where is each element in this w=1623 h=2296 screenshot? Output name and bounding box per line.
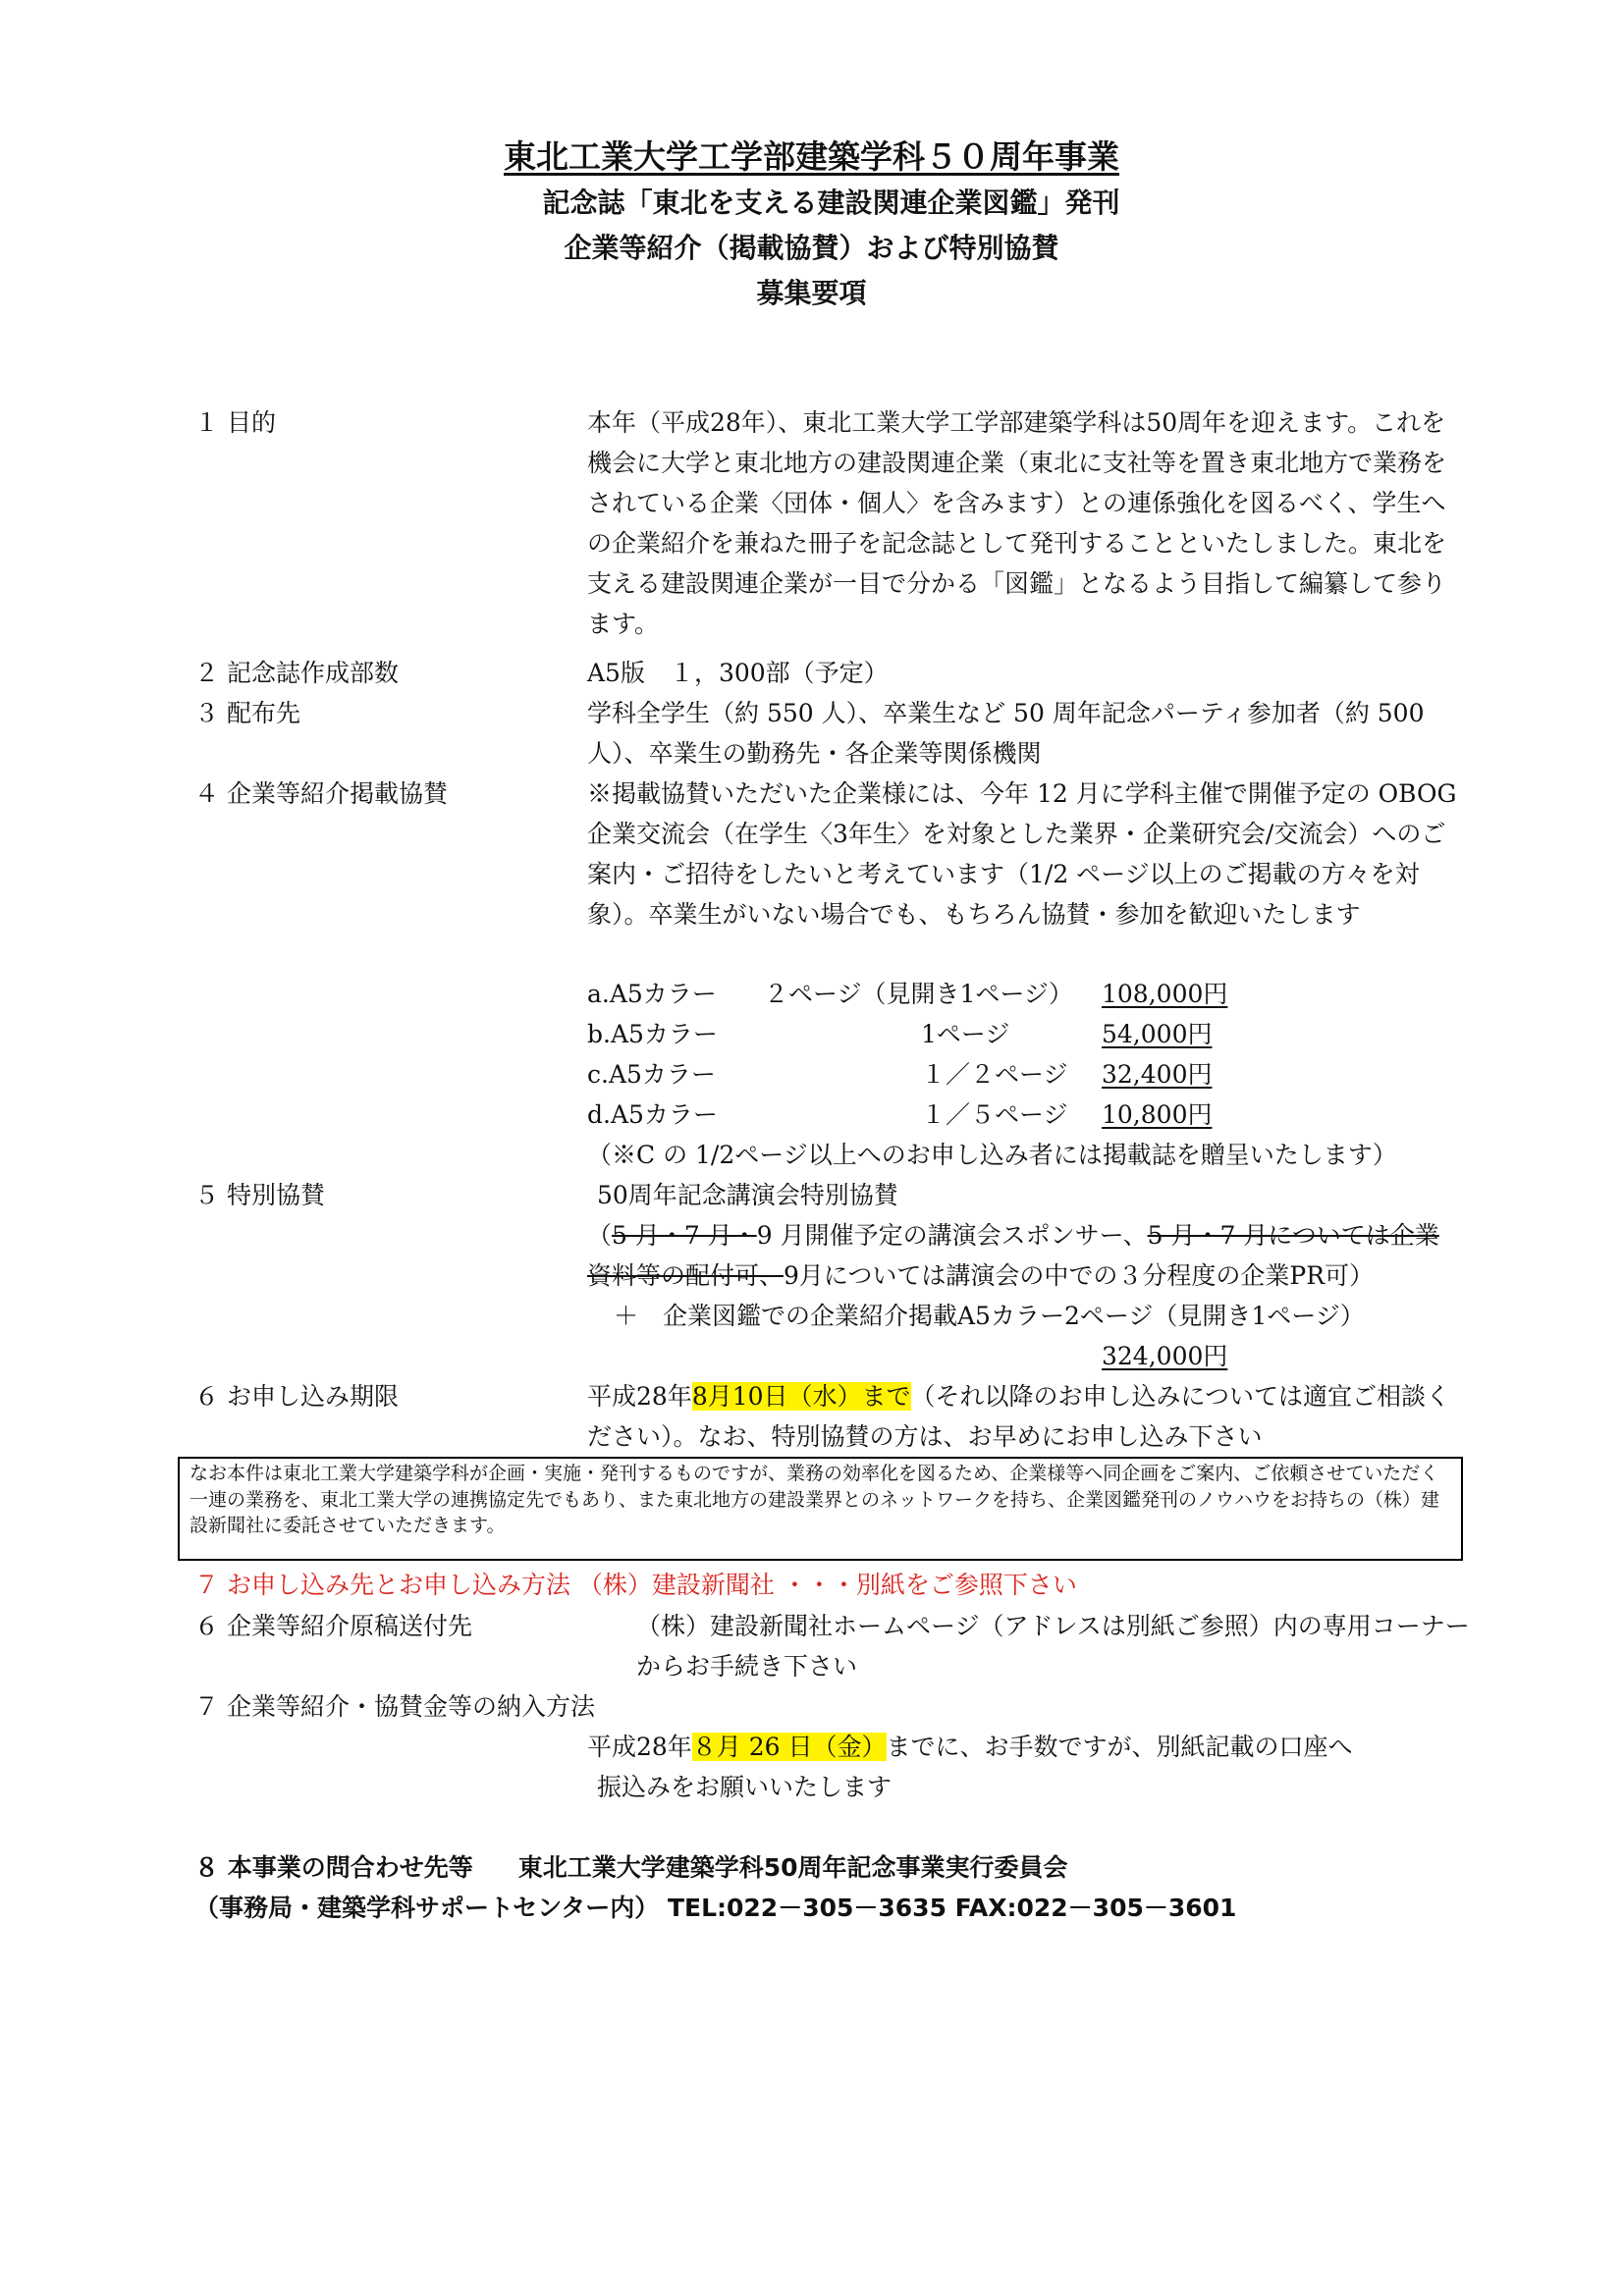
notice-text: なお本件は東北工業大学建築学科が企画・実施・発刊するものですが、業務の効率化を図るため、企業様等へ同企画をご案内、ご依頼させていただく一連の業務を、東北工業大学の連携協定先でもあり、また東北地方の建設業界とのネットワークを持ち、企業図鑑発刊のノウハウをお持ちの（株）建設新聞社に委託させていただきます。 xyxy=(189,1463,1440,1536)
section-text-deadline xyxy=(587,1376,1466,1457)
payment-date: ８月 26 日（金） xyxy=(691,1733,887,1761)
price-amount: 108,000円 xyxy=(1102,980,1228,1008)
price-pages: １／２ページ xyxy=(921,1060,1068,1089)
payment-text: 平成28年 xyxy=(587,1733,692,1761)
deadline-text: （それ以降のお申し込みについては適宜ご相談ください）。なお、特別協賛の方は、お早めにお申し込み下さい xyxy=(587,1382,1451,1451)
notice-box xyxy=(178,1457,1463,1561)
section-label-sponsorship: ４ 企業等紹介掲載協賛 xyxy=(194,779,448,808)
payment-line: 振込みをお願いいたします xyxy=(597,1773,893,1801)
section-label-copies: ２ 記念誌作成部数 xyxy=(194,659,399,687)
struck-text: 5 月・7 月・ xyxy=(612,1221,757,1250)
section-label-manuscript: ６ 企業等紹介原稿送付先 xyxy=(194,1612,472,1640)
section-label-purpose: １ 目的 xyxy=(194,408,276,437)
payment-line xyxy=(587,1727,1466,1767)
apply-info: ７ お申し込み先とお申し込み方法 （株）建設新聞社 ・・・別紙をご参照下さい xyxy=(194,1571,1077,1599)
price-table xyxy=(587,974,1466,1135)
special-text: （ xyxy=(587,1221,613,1250)
section-text-purpose: 本年（平成28年）、東北工業大学工学部建築学科は50周年を迎えます。これを機会に大学と東北地方の建設関連企業（東北に支社等を置き東北地方で業務をされている企業〈団体・個人〉を含みます）との連係強化を図るべく、学生への企業紹介を兼ねた冊子を記念誌として発刊することといたしました。東北を支える建設関連企業が一目で分かる「図鑑」となるよう目指して編纂して参ります。 xyxy=(587,408,1447,638)
section-text-sponsorship: ※掲載協賛いただいた企業様には、今年 12 月に学科主催で開催予定の OBOG 企業交流会（在学生〈3年生〉を対象とした業界・企業研究会/交流会）へのご案内・ご招待をしたいと考えています（1/2 ページ以上のご掲載の方々を対象）。卒業生がいない場合でも、もちろん協賛・参加を歓迎いたします xyxy=(587,779,1457,929)
section-text-copies: A5版 １，300部（予定） xyxy=(587,659,889,687)
deadline-date: 8月10日（水）まで xyxy=(691,1382,911,1411)
contact-line xyxy=(194,1847,1068,1888)
section-label-special: ５ 特別協賛 xyxy=(194,1181,325,1209)
special-line xyxy=(587,1255,1466,1296)
price-type: b.A5カラー xyxy=(587,1020,718,1048)
price-pages: ２ページ（見開き1ページ） xyxy=(764,980,1073,1008)
section-text-manuscript: （株）建設新聞社ホームページ（アドレスは別紙ご参照）内の専用コーナーからお手続き下さい xyxy=(636,1612,1470,1681)
deadline-text: 平成28年 xyxy=(587,1382,692,1411)
contact-line: （事務局・建築学科サポートセンター内） TEL:022－305－3635 FAX:022－305－3601 xyxy=(194,1894,1237,1922)
price-pages: 1ページ xyxy=(921,1020,1010,1048)
section-label-distribution: ３ 配布先 xyxy=(194,699,300,727)
section-label-deadline: ６ お申し込み期限 xyxy=(194,1382,399,1411)
special-line xyxy=(587,1215,1466,1255)
price-type: a.A5カラー xyxy=(587,980,717,1008)
price-amount: 10,800円 xyxy=(1102,1100,1213,1129)
contact-org: 東北工業大学建築学科50周年記念事業実行委員会 xyxy=(517,1853,1068,1882)
price-type: c.A5カラー xyxy=(587,1060,716,1089)
price-pages: １／５ページ xyxy=(921,1100,1068,1129)
sponsorship-note: （※C の 1/2ページ以上へのお申し込み者には掲載誌を贈呈いたします） xyxy=(587,1141,1397,1169)
contact-label: ８ 本事業の問合わせ先等 xyxy=(194,1853,473,1882)
price-type: d.A5カラー xyxy=(587,1100,718,1129)
struck-text: 資料等の配付可、 xyxy=(587,1261,784,1290)
document-header xyxy=(0,133,1623,316)
special-price: 324,000円 xyxy=(1102,1342,1228,1370)
document-subtitle: 記念誌「東北を支える建設関連企業図鑑」発刊 xyxy=(542,187,1120,219)
section-text-distribution: 学科全学生（約 550 人）、卒業生など 50 周年記念パーティ参加者（約 500 人）、卒業生の勤務先・各企業等関係機関 xyxy=(587,699,1425,768)
payment-text: までに、お手数ですが、別紙記載の口座へ xyxy=(886,1733,1353,1761)
special-line: ＋ 企業図鑑での企業紹介掲載A5カラー2ページ（見開き1ページ） xyxy=(614,1302,1365,1330)
price-amount: 32,400円 xyxy=(1102,1060,1213,1089)
struck-text: 5 月・7 月については企業 xyxy=(1147,1221,1439,1250)
document-subtitle: 企業等紹介（掲載協賛）および特別協賛 xyxy=(564,232,1059,264)
special-text: 9月については講演会の中での３分程度の企業PR可） xyxy=(784,1261,1375,1290)
special-text: 9 月開催予定の講演会スポンサー、 xyxy=(756,1221,1148,1250)
price-amount: 54,000円 xyxy=(1102,1020,1213,1048)
special-line: 50周年記念講演会特別協賛 xyxy=(597,1181,898,1209)
document-title: 東北工業大学工学部建築学科５０周年事業 xyxy=(504,137,1119,176)
section-label-payment: ７ 企業等紹介・協賛金等の納入方法 xyxy=(194,1692,595,1721)
document-subtitle: 募集要項 xyxy=(756,277,867,309)
